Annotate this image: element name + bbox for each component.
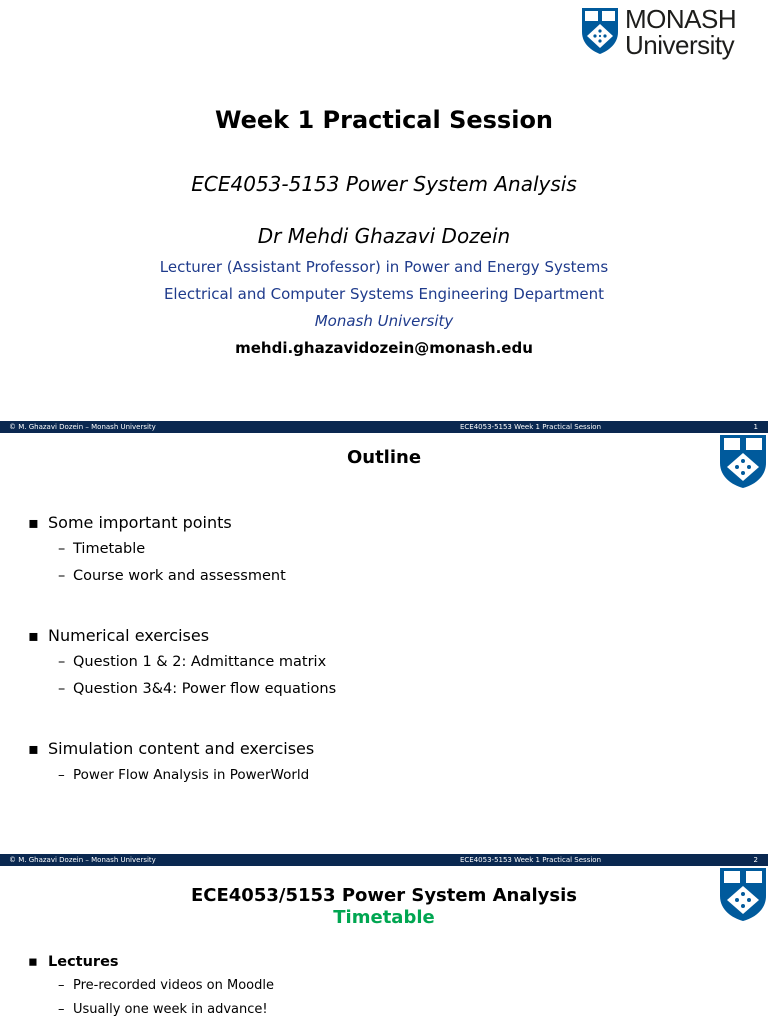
presenter-email: mehdi.ghazavidozein@monash.edu	[235, 339, 533, 357]
outline-bullet: ▪ Some important points	[28, 513, 232, 532]
outline-bullet: ▪ Numerical exercises	[28, 626, 209, 645]
logo-text-university: University	[625, 30, 735, 60]
logo-text-monash: MONASH	[625, 4, 737, 34]
outline-subitem: – Course work and assessment	[58, 568, 286, 584]
footer-page-number: 1	[753, 423, 758, 431]
outline-subitem: – Question 1 & 2: Admittance matrix	[58, 654, 326, 670]
outline-subitem: – Question 3&4: Power flow equations	[58, 681, 336, 697]
title-slide	[0, 0, 768, 421]
timetable-slide	[0, 866, 768, 1024]
course-title: ECE4053-5153 Power System Analysis	[191, 172, 577, 196]
timetable-subitem: – Pre-recorded videos on Moodle	[58, 978, 274, 993]
outline-subitem: – Timetable	[58, 541, 145, 557]
slide-footer	[0, 421, 768, 433]
footer-copyright: © M. Ghazavi Dozein – Monash University	[9, 423, 156, 431]
slide-title	[0, 885, 768, 929]
slide-title: Outline	[346, 447, 422, 468]
footer-copyright: © M. Ghazavi Dozein – Monash University	[9, 856, 156, 864]
slide-footer	[0, 854, 768, 866]
timetable-subitem: – Usually one week in advance!	[58, 1002, 268, 1017]
timetable-bullet: ▪ Lectures	[28, 954, 119, 970]
monash-logo	[580, 6, 765, 58]
slide-title: Week 1 Practical Session	[214, 106, 554, 134]
presenter-name: Dr Mehdi Ghazavi Dozein	[257, 224, 511, 248]
footer-course: ECE4053-5153 Week 1 Practical Session	[460, 423, 602, 431]
outline-slide	[0, 433, 768, 854]
footer-page-number: 2	[753, 856, 758, 864]
slide-title-course: ECE4053/5153 Power System Analysis	[190, 885, 577, 906]
monash-shield-icon	[580, 6, 620, 56]
outline-subitem: – Power Flow Analysis in PowerWorld	[58, 767, 309, 783]
outline-bullet: ▪ Simulation content and exercises	[28, 739, 314, 758]
slide-subtitle: Timetable	[333, 907, 435, 928]
presenter-role: Lecturer (Assistant Professor) in Power and Energy Systems	[159, 258, 609, 276]
footer-course: ECE4053-5153 Week 1 Practical Session	[460, 856, 602, 864]
presenter-department: Electrical and Computer Systems Engineering Department	[163, 285, 605, 303]
presenter-university: Monash University	[314, 312, 454, 330]
